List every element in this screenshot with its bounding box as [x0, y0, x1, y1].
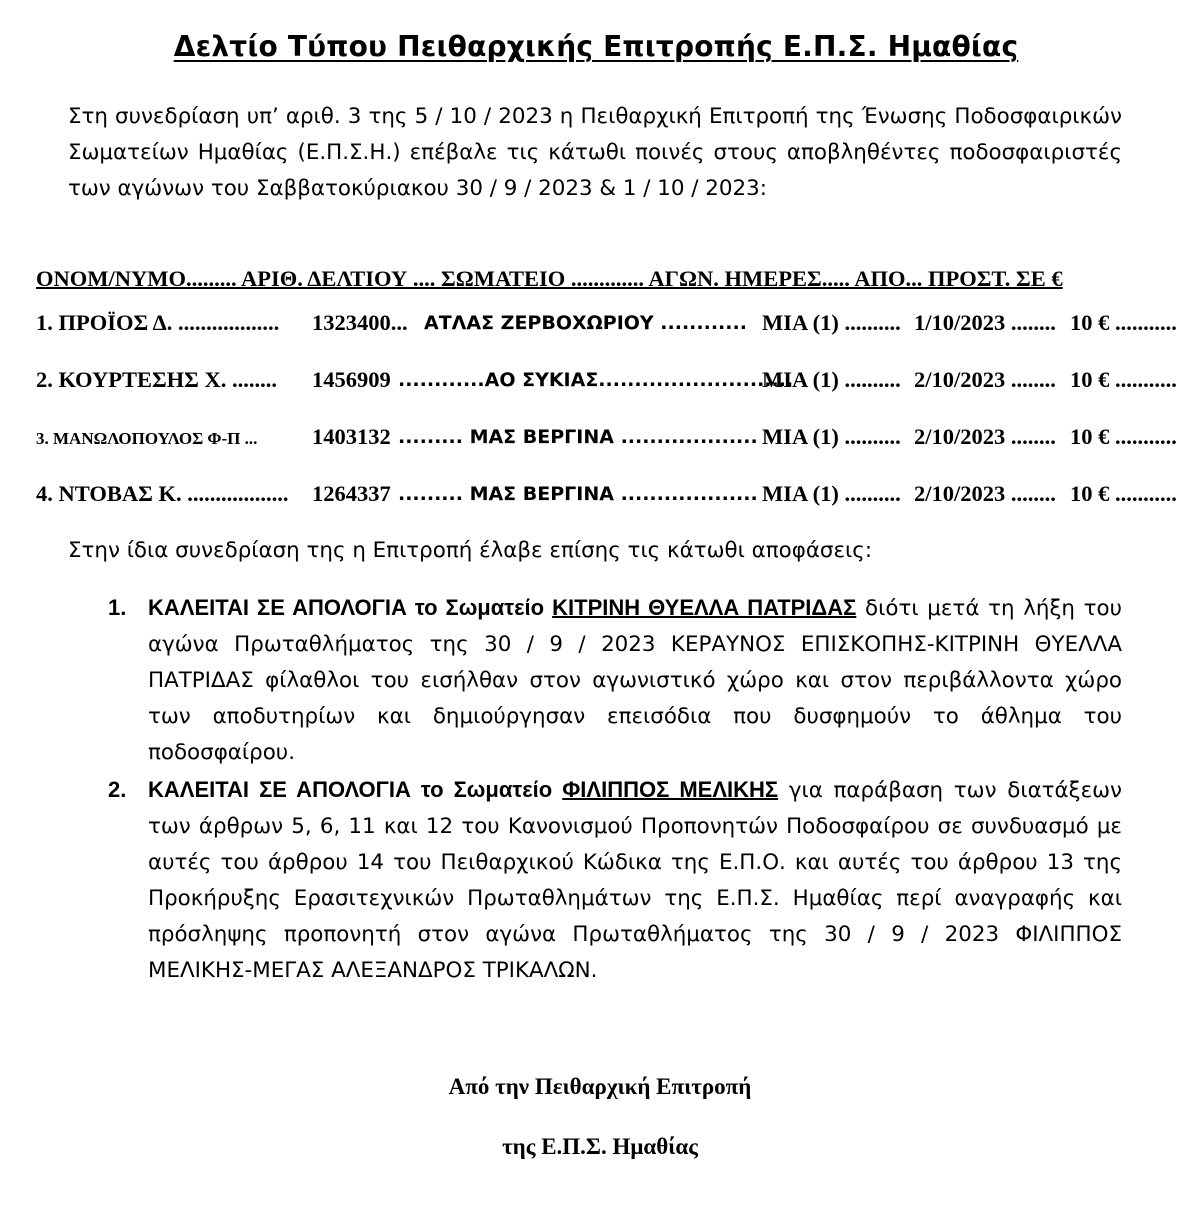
table-row [36, 310, 1188, 340]
fine-amount: 10 € ........... [1070, 310, 1177, 335]
match-days: ΜΙΑ (1) .......... [762, 367, 901, 392]
table-row [36, 481, 1188, 511]
decision-lead: ΚΑΛΕΙΤΑΙ ΣΕ ΑΠΟΛΟΓΙΑ το Σωματείο [148, 777, 563, 802]
fine-amount: 10 € ........... [1070, 424, 1177, 449]
card-number: 1264337 [312, 481, 391, 506]
match-days: ΜΙΑ (1) .......... [762, 310, 901, 335]
signature-line-1: Από την Πειθαρχική Επιτροπή [448, 1074, 752, 1099]
intro-paragraph: Στη συνεδρίαση υπ’ αριθ. 3 της 5 / 10 / 2023 η Πειθαρχική Επιτροπή της Ένωσης Ποδοσφαιρικών Σωματείων Ημαθίας (Ε.Π.Σ.Η.) επέβαλε τις κάτωθι ποινές στους αποβληθέντες ποδοσφαιριστές των αγώνων του Σαββατοκύριακου 30 / 9 / 2023 & 1 / 10 / 2023: [68, 104, 1122, 201]
from-date: 1/10/2023 ........ [914, 310, 1056, 335]
fine-amount: 10 € ........... [1070, 367, 1177, 392]
decision-text: διότι μετά τη λήξη του αγώνα Πρωταθλήματος της 30 / 9 / 2023 ΚΕΡΑΥΝΟΣ ΕΠΙΣΚΟΠΗΣ-ΚΙΤΡΙΝΗ ΘΥΕΛΛΑ ΠΑΤΡΙΔΑΣ φίλαθλοι του εισήλθαν στον αγωνιστικό χώρο και στον περιβάλλοντα χώρο των αποδυτηρίων και δημιούργησαν επεισόδια που δυσφημούν το άθλημα του ποδοσφαίρου. [148, 596, 1123, 765]
decision-item [108, 772, 1122, 988]
decisions-intro: Στην ίδια συνεδρίαση της η Επιτροπή έλαβε επίσης τις κάτωθι αποφάσεις: [68, 538, 873, 563]
from-date: 2/10/2023 ........ [914, 424, 1056, 449]
card-number: 1456909 [312, 367, 391, 392]
decision-lead: ΚΑΛΕΙΤΑΙ ΣΕ ΑΠΟΛΟΓΙΑ το Σωματείο [148, 595, 553, 620]
page-title: Δελτίο Τύπου Πειθαρχικής Επιτροπής Ε.Π.Σ. Ημαθίας [173, 30, 1019, 63]
table-header: ΟΝΟΜ/ΝΥΜΟ......... ΑΡΙΘ. ΔΕΛΤΙΟΥ .... ΣΩΜΑΤΕΙΟ ............. ΑΓΩΝ. ΗΜΕΡΕΣ..... ΑΠΟ... ΠΡΟΣΤ. ΣΕ € [36, 266, 1063, 291]
decision-club: ΚΙΤΡΙΝΗ ΘΥΕΛΛΑ ΠΑΤΡΙΔΑΣ [552, 595, 857, 620]
club-name: ΑΤΛΑΣ ΖΕΡΒΟΧΩΡΙΟΥ ............ [424, 312, 747, 334]
match-days: ΜΙΑ (1) .......... [762, 424, 901, 449]
from-date: 2/10/2023 ........ [914, 481, 1056, 506]
player-name: 2. ΚΟΥΡΤΕΣΗΣ Χ. ........ [36, 367, 278, 392]
decision-body [148, 590, 1122, 771]
club-name: ......... ΜΑΣ ΒΕΡΓΙΝΑ ................... [398, 426, 758, 448]
decision-number: 1. [108, 595, 127, 620]
card-number: 1403132 [312, 424, 391, 449]
club-name: ............ΑΟ ΣΥΚΙΑΣ........................... [398, 369, 794, 391]
club-name: ......... ΜΑΣ ΒΕΡΓΙΝΑ ................... [398, 483, 758, 505]
table-row [36, 424, 1188, 454]
decision-text: για παράβαση των διατάξεων των άρθρων 5, 6, 11 και 12 του Κανονισμού Προπονητών Ποδοσφαίρου σε συνδυασμό με αυτές του άρθρου 14 του Πειθαρχικού Κώδικα της Ε.Π.Ο. και αυτές του άρθρου 13 της Προκήρυξης Ερασιτεχνικών Πρωταθλημάτων της Ε.Π.Σ. Ημαθίας περί αναγραφής και πρόσληψης προπονητή στον αγώνα Πρωταθλήματος της 30 / 9 / 2023 ΦΙΛΙΠΠΟΣ ΜΕΛΙΚΗΣ-ΜΕΓΑΣ ΑΛΕΞΑΝΔΡΟΣ ΤΡΙΚΑΛΩΝ. [148, 778, 1123, 983]
match-days: ΜΙΑ (1) .......... [762, 481, 901, 506]
decision-item [108, 590, 1122, 770]
fine-amount: 10 € ........... [1070, 481, 1177, 506]
player-name: 1. ΠΡΟΪΟΣ Δ. .................. [36, 310, 280, 335]
from-date: 2/10/2023 ........ [914, 367, 1056, 392]
signature-line-2: της Ε.Π.Σ. Ημαθίας [502, 1134, 698, 1159]
card-number: 1323400... [312, 310, 408, 335]
table-row [36, 367, 1188, 397]
decision-club: ΦΙΛΙΠΠΟΣ ΜΕΛΙΚΗΣ [562, 777, 779, 802]
player-name: 3. ΜΑΝΩΛΟΠΟΥΛΟΣ Φ-Π ... [36, 429, 258, 448]
decision-number: 2. [108, 777, 127, 802]
decision-body [148, 772, 1122, 989]
player-name: 4. ΝΤΟΒΑΣ Κ. .................. [36, 481, 289, 506]
